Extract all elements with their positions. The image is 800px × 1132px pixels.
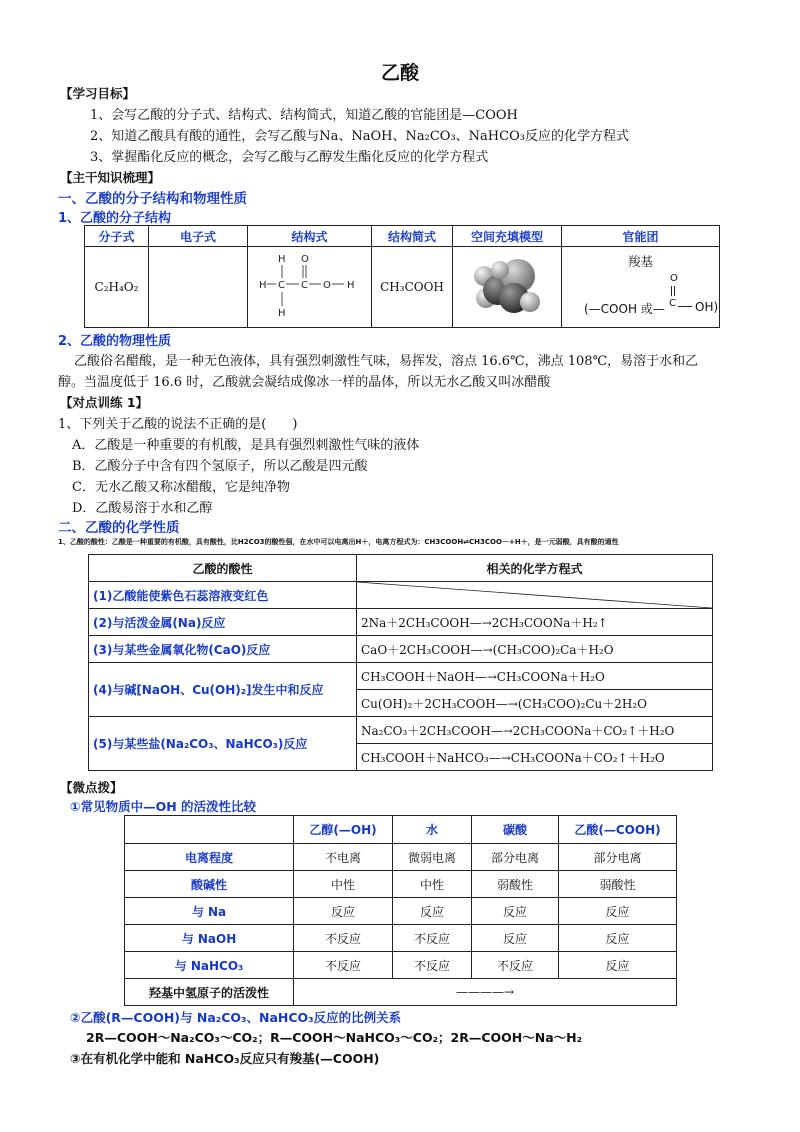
acidity-note: 1、乙酸的酸性：乙酸是一种重要的有机酸，具有酸性，比H2CO3的酸性强，在水中可以电离出H＋，电离方程式为：CH3COOH⇌CH3COO－+H＋，是一元弱酸，具有酸的通性 [58,538,619,546]
table-cell: 弱酸性 [472,871,559,898]
space-filling-model-image [462,250,552,322]
col-header: 乙酸的酸性 [89,555,357,582]
row-header: 与 Na [125,898,294,925]
col-header: 官能团 [562,226,720,247]
atom-label: C [669,298,676,309]
physical-text: 醇。当温度低于 16.6 时，乙酸就会凝结成像冰一样的晶体，所以无水乙酸又叫冰醋酸 [58,375,551,390]
main-heading: 【主干知识梳理】 [60,170,161,185]
weidian-sub2: ②乙酸(R—COOH)与 Na₂CO₃、NaHCO₃反应的比例关系 [70,1010,402,1025]
property-cell: (5)与某些盐(Na₂CO₃、NaHCO₃)反应 [89,717,357,771]
structural-formula-diagram [255,250,365,322]
goal-item: 3、掌握酯化反应的概念，会写乙酸与乙醇发生酯化反应的化学方程式 [90,150,489,165]
goals-heading: 【学习目标】 [60,86,136,101]
row-header: 与 NaHCO₃ [125,952,294,979]
equation-cell: CaO＋2CH₃COOH—→(CH₃COO)₂Ca＋H₂O [357,636,713,663]
functional-group [562,247,720,328]
section1-sub2: 2、乙酸的物理性质 [58,334,172,349]
col-header: 空间充填模型 [453,226,562,247]
atom-label: O [300,253,309,265]
table-cell: 反应 [559,925,677,952]
table-cell: 不反应 [393,952,472,979]
col-header: 乙醇(—OH) [294,816,393,844]
weidian-heading: 【微点拨】 [60,780,123,795]
equation-cell: Na₂CO₃＋2CH₃COOH—→2CH₃COONa＋CO₂↑＋H₂O [357,717,713,744]
condensed-formula: CH₃COOH [372,247,453,328]
table-cell: 中性 [393,871,472,898]
table-cell: 不反应 [294,925,393,952]
atom-label: H [277,253,286,265]
atom-label: H [258,279,267,291]
table-cell: 反应 [393,898,472,925]
equation-cell: CH₃COOH＋NaHCO₃—→CH₃COONa＋CO₂↑＋H₂O [357,744,713,771]
equation-cell: 2Na＋2CH₃COOH—→2CH₃COONa＋H₂↑ [357,609,713,636]
exercise-option: B．乙酸分子中含有四个氢原子，所以乙酸是四元酸 [72,459,368,474]
col-header: 结构式 [248,226,372,247]
exercise-heading: 【对点训练 1】 [60,395,149,410]
atom-label: H [277,307,286,319]
col-header: 乙酸(—COOH) [559,816,677,844]
exercise-option: D．乙酸易溶于水和乙醇 [72,501,213,516]
col-header: 水 [393,816,472,844]
physical-text: 乙酸俗名醋酸，是一种无色液体，具有强烈刺激性气味，易挥发，溶点 16.6℃，沸点 108℃，易溶于水和乙 [74,354,699,369]
weidian-sub3: ③在有机化学中能和 NaHCO₃反应只有羧基(—COOH) [70,1051,380,1066]
col-header: 分子式 [85,226,149,247]
functional-group-prefix: (—COOH 或— [584,302,665,316]
table-cell: 不反应 [393,925,472,952]
oh-activity-table [124,815,677,1006]
property-cell: (4)与碱[NaOH、Cu(OH)₂]发生中和反应 [89,663,357,717]
section1-heading: 一、乙酸的分子结构和物理性质 [58,191,247,207]
molecular-formula: C₂H₄O₂ [85,247,149,328]
col-header: 电子式 [149,226,248,247]
property-cell: (3)与某些金属氧化物(CaO)反应 [89,636,357,663]
atom-label: C [300,279,308,291]
atom-label: O [670,273,678,284]
exercise-question: 1、下列关于乙酸的说法不正确的是( ) [58,417,298,432]
functional-group-suffix: OH) [695,300,719,314]
page-title: 乙酸 [380,62,419,84]
equation-cell: CH₃COOH＋NaOH—→CH₃COONa＋H₂O [357,663,713,690]
goal-item: 1、会写乙酸的分子式、结构式、结构简式，知道乙酸的官能团是—COOH [90,108,518,123]
diagonal-cell [357,582,713,609]
atom-label: H [346,279,355,291]
atom-label: O [322,279,331,291]
functional-group-name: 羧基 [627,254,653,269]
col-header: 相关的化学方程式 [357,555,713,582]
section2-heading: 二、乙酸的化学性质 [58,520,180,536]
structure-table [84,225,720,328]
acidity-table [88,554,713,771]
weidian-sub1: ①常见物质中—OH 的活泼性比较 [70,799,257,814]
row-header: 羟基中氢原子的活泼性 [125,979,294,1006]
table-cell: 反应 [559,952,677,979]
table-cell: 反应 [472,898,559,925]
row-header: 与 NaOH [125,925,294,952]
table-cell: 不反应 [472,952,559,979]
property-cell: (1)乙酸能使紫色石蕊溶液变红色 [89,582,357,609]
exercise-option: A．乙酸是一种重要的有机酸，是具有强烈刺激性气味的液体 [72,438,420,453]
col-header: 结构简式 [372,226,453,247]
table-cell: 反应 [559,898,677,925]
table-cell: 部分电离 [472,844,559,871]
space-filling-model [453,247,562,328]
section1-sub1: 1、乙酸的分子结构 [58,211,172,226]
row-header: 酸碱性 [125,871,294,898]
atom-label: C [277,279,285,291]
col-header: 碳酸 [472,816,559,844]
table-cell: 中性 [294,871,393,898]
structural-formula [248,247,372,328]
table-cell: 弱酸性 [559,871,677,898]
equation-cell: Cu(OH)₂＋2CH₃COOH—→(CH₃COO)₂Cu＋2H₂O [357,690,713,717]
row-header: 电离程度 [125,844,294,871]
table-cell: 不反应 [294,952,393,979]
exercise-option: C．无水乙酸又称冰醋酸，它是纯净物 [72,480,290,495]
goal-item: 2、知道乙酸具有酸的通性，会写乙酸与Na、NaOH、Na₂CO₃、NaHCO₃反应的化学方程式 [90,129,629,144]
table-cell: 微弱电离 [393,844,472,871]
activity-arrow: ————→ [294,979,677,1006]
table-cell: 反应 [472,925,559,952]
ratio-relations: 2R—COOH～Na₂CO₃～CO₂；R—COOH～NaHCO₃～CO₂；2R—COOH～Na～H₂ [86,1030,583,1045]
property-cell: (2)与活泼金属(Na)反应 [89,609,357,636]
col-header [125,816,294,844]
table-cell: 不电离 [294,844,393,871]
table-cell: 反应 [294,898,393,925]
table-cell: 部分电离 [559,844,677,871]
electron-formula [149,247,248,328]
